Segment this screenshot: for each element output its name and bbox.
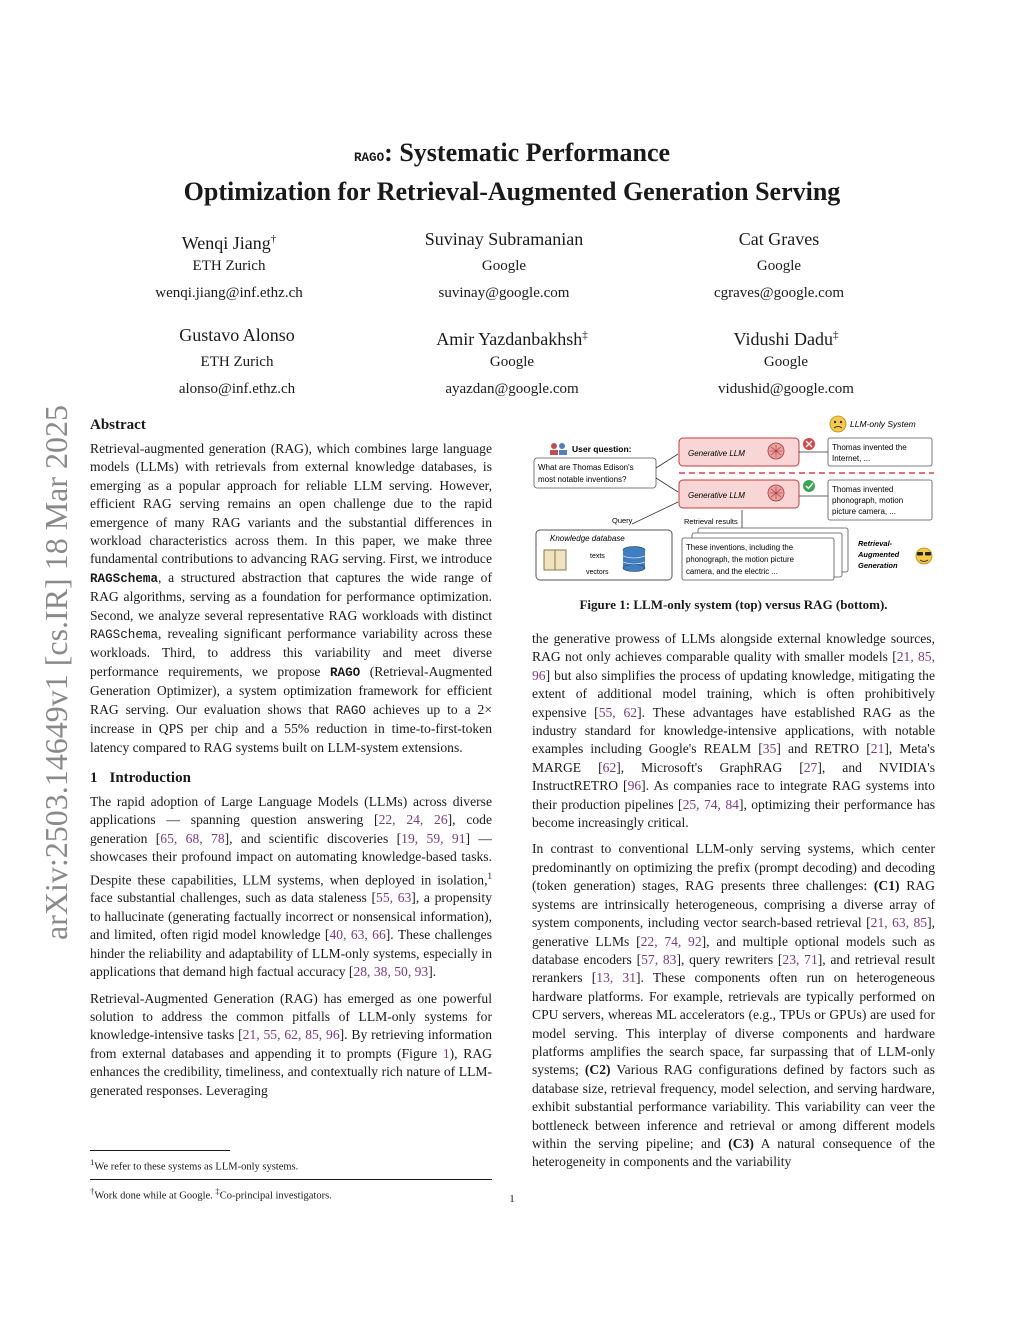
rago-term: RAGO (335, 703, 366, 718)
author-email[interactable]: vidushid@google.com (718, 381, 854, 397)
retrieved-text: phonograph, the motion picture (686, 555, 794, 564)
user-icon (550, 443, 567, 455)
citation-link[interactable]: 23, 71 (782, 951, 818, 967)
retrieved-text: camera, and the electric ... (686, 567, 778, 576)
vectors-label: vectors (586, 569, 609, 576)
ragschema-term: RAGSchema (90, 628, 159, 643)
author-mark: ‡ (582, 329, 588, 341)
confused-emoji-icon (830, 416, 846, 432)
author-name: Amir Yazdanbakhsh (436, 329, 583, 349)
author (639, 226, 919, 306)
llm-only-label: LLM-only System (850, 419, 916, 429)
author (372, 322, 652, 402)
book-icon (544, 550, 566, 570)
right-column (532, 630, 935, 1180)
retrieved-text: These inventions, including the (686, 543, 794, 552)
query-label: Query (612, 516, 633, 525)
author-name: Suvinay Subramanian (424, 229, 584, 249)
paper-title (0, 136, 1024, 209)
answer-text: Internet, ... (832, 454, 871, 463)
author (646, 322, 926, 402)
figure-caption: Figure 1: LLM-only system (top) versus RAG (bottom). (579, 597, 888, 612)
footnote-1: $^1$We refer to these systems as LLM-only systems. (90, 1157, 299, 1173)
intro-paragraph: The rapid adoption of Large Language Models (LLMs) across diverse applications — spanning question answering [22, 24, 26], code generation [65, 68, 78], and scientific discoveries [19, 59, 91] — showcases their profound impact on automating knowledge-based tasks. Despite these capabilities, LLM systems, when deployed in isolation,$^1$ face substantial challenges, such as data staleness [55, 63], a propensity to hallucinate (generating factually incorrect or nonsensical information), and limited, often rigid model knowledge [40, 63, 66]. These challenges hinder the reliability and adaptability of LLM-only systems, especially in applications that demand high factual accuracy [28, 38, 50, 93]. (90, 793, 493, 980)
figure-diagram (532, 412, 940, 584)
citation-link[interactable]: 28, 38, 50, 93 (353, 964, 429, 980)
left-column (90, 414, 492, 1108)
footnote-ref[interactable]: 1 (487, 870, 492, 881)
database-icon (623, 547, 645, 572)
user-question-label: User question: (572, 444, 632, 454)
author-email[interactable]: ayazdan@google.com (445, 381, 579, 397)
rag-label: Generation (858, 561, 898, 570)
footnote-2: †Work done while at Google. ‡Co-principal investigators. (90, 1185, 332, 1201)
retrieval-results-label: Retrieval results (684, 517, 738, 526)
knowledge-database-label: Knowledge database (550, 534, 625, 543)
author (89, 226, 369, 306)
figure-ref-link[interactable]: 1 (442, 1045, 450, 1061)
author-email[interactable]: cgraves@google.com (713, 285, 845, 301)
citation-link[interactable]: 13, 31 (596, 970, 637, 986)
citation-link[interactable]: 65, 68, 78 (160, 830, 225, 846)
citation-link[interactable]: 21, 55, 62, 85, 96 (242, 1027, 340, 1043)
citation-link[interactable]: 22, 24, 26 (378, 812, 448, 828)
title-rago: RAGO (353, 151, 385, 165)
intro-paragraph: Retrieval-Augmented Generation (RAG) has emerged as one powerful solution to address the common pitfalls of LLM-only systems for knowledge-intensive tasks [21, 55, 62, 85, 96]. By retrieving information from external databases and appending it to prompts (Figure 1), RAG enhances the credibility, timeliness, and contextually rich nature of LLM-generated responses. Leveraging (90, 990, 492, 1098)
section-heading: 1 Introduction (90, 769, 191, 786)
title-line1: : Systematic Performance (384, 138, 671, 167)
author-email[interactable]: alonso@inf.ethz.ch (178, 381, 296, 397)
body-paragraph: In contrast to conventional LLM-only serving systems, which center predominantly on optimizing the prefix (prompt decoding) and decoding (token generation) stages, RAG presents three challenges: (C1) RAG systems are intrinsically heterogeneous, comprising a diverse array of system components, including vector search-based retrieval [21, 63, 85], generative LLMs [22, 74, 92], and multiple optional models such as database encoders [57, 83], query rewriters [23, 71], and retrieval result rerankers [13, 31]. These components often run on heterogeneous hardware platforms. For example, retrievals are typically performed on CPU servers, whereas ML accelerators (e.g., TPUs or GPUs) are used for model serving. This interplay of diverse components and hardware platforms amplifies the search space, far surpassing that of LLM-only systems; (C2) Various RAG configurations defined by factors such as database size, retrieval frequency, model selection, and serving hardware, exhibit substantial performance variability. This variability can veer the bottleneck between inference and retrieval or among different models within the serving pipeline; and (C3) A natural consequence of the heterogeneity in components and the variability (532, 841, 936, 1170)
rag-label: Retrieval- (858, 539, 893, 548)
citation-link[interactable]: 96 (627, 778, 642, 794)
body-paragraph: the generative prowess of LLMs alongside external knowledge sources, RAG not only achieves comparable quality with smaller models [21, 85, 96] but also simplifies the process of updating knowledge, mitigating the extent of additional model training, which is often prohibitively expensive [55, 62]. These advantages have established RAG as the industry standard for knowledge-intensive applications, with notable examples including Google's REALM [35] and RETRO [21], Meta's MARGE [62], Microsoft's GraphRAG [27], and NVIDIA's InstructRETRO [96]. As companies race to integrate RAG systems into their production pipelines [25, 74, 84], optimizing their performance has become increasingly critical. (532, 631, 936, 831)
author-name: Wenqi Jiang (181, 233, 271, 253)
answer-text: Thomas invented (832, 485, 894, 494)
rago-term: RAGO (329, 665, 361, 680)
author (97, 322, 377, 402)
brain-icon (768, 485, 784, 501)
author-email[interactable]: suvinay@google.com (438, 285, 570, 301)
arxiv-identifier: arXiv:2503.14649v1 [cs.IR] 18 Mar 2025 (38, 404, 74, 940)
sunglasses-emoji-icon (916, 548, 932, 564)
author-affiliation: Google (481, 258, 527, 274)
citation-link[interactable]: 40, 63, 66 (329, 927, 386, 943)
author (364, 226, 644, 306)
user-question-text: What are Thomas Edison's (538, 463, 634, 472)
citation-link[interactable]: 25, 74, 84 (682, 796, 739, 812)
citation-link[interactable]: 55, 62 (598, 704, 638, 720)
generative-llm-label: Generative LLM (688, 491, 745, 500)
answer-text: phonograph, motion (832, 496, 904, 505)
author-mark: ‡ (832, 329, 839, 341)
author-mark: † (270, 233, 277, 245)
wrong-icon (803, 438, 815, 450)
answer-text: picture camera, ... (832, 507, 897, 516)
author-affiliation: ETH Zurich (200, 354, 274, 370)
rag-label: Augmented (858, 550, 900, 559)
citation-link[interactable]: 57, 83 (641, 951, 677, 967)
author-email[interactable]: wenqi.jiang@inf.ethz.ch (155, 285, 303, 301)
author-affiliation: Google (489, 354, 535, 370)
footnote-rule (90, 1179, 492, 1180)
citation-link[interactable]: 55, 63 (376, 890, 412, 906)
citation-link[interactable]: 22, 74, 92 (640, 933, 702, 949)
abstract-text: Retrieval-augmented generation (RAG), which combines large language models (LLMs) with retrievals from external knowledge databases, is emerging as a popular approach for reliable LLM serving. However, efficient RAG serving remains an open challenge due to the rapid emergence of many RAG variants and the substantial differences in workload characteristics across them. In this paper, we make three fundamental contributions to advancing RAG serving. First, we introduce RAGSchema, a structured abstraction that captures the wide range of RAG algorithms, serving as a foundation for performance optimization. Second, we analyze several representative RAG workloads with distinct RAGSchema, revealing significant performance variability across these workloads. Third, to address this variability and meet diverse performance requirements, we propose RAGO (Retrieval-Augmented Generation Optimizer), a system optimization framework for efficient RAG serving. Our evaluation shows that RAGO achieves up to a 2× increase in QPS per chip and a 55% reduction in time-to-first-token latency compared to RAG systems built on LLM-system extensions. (90, 441, 492, 755)
user-question-text: most notable inventions? (538, 475, 627, 484)
author-affiliation: Google (763, 354, 809, 370)
citation-link[interactable]: 19, 59, 91 (401, 830, 466, 846)
citation-link[interactable]: 27 (803, 759, 818, 775)
citation-link[interactable]: 35 (762, 741, 777, 757)
author-affiliation: Google (756, 258, 802, 274)
texts-label: texts (590, 553, 605, 560)
author-name: Vidushi Dadu (733, 329, 833, 349)
citation-link[interactable]: 21, 63, 85 (870, 915, 928, 931)
citation-link[interactable]: 21 (870, 741, 885, 757)
brain-icon (768, 443, 784, 459)
author-name: Gustavo Alonso (179, 325, 295, 345)
generative-llm-label: Generative LLM (688, 449, 745, 458)
check-icon (803, 480, 815, 492)
page-number: 1 (509, 1193, 515, 1205)
author-affiliation: ETH Zurich (192, 258, 266, 274)
figure-1 (532, 412, 940, 584)
abstract-heading: Abstract (90, 417, 146, 433)
title-line2: Optimization for Retrieval-Augmented Generation Serving (183, 177, 841, 206)
citation-link[interactable]: 62 (602, 759, 617, 775)
citation-link[interactable]: 21, 85, 96 (532, 649, 936, 683)
answer-text: Thomas invented the (832, 443, 907, 452)
author-name: Cat Graves (738, 229, 820, 249)
footnote-rule (90, 1150, 230, 1151)
ragschema-term: RAGSchema (90, 571, 159, 586)
